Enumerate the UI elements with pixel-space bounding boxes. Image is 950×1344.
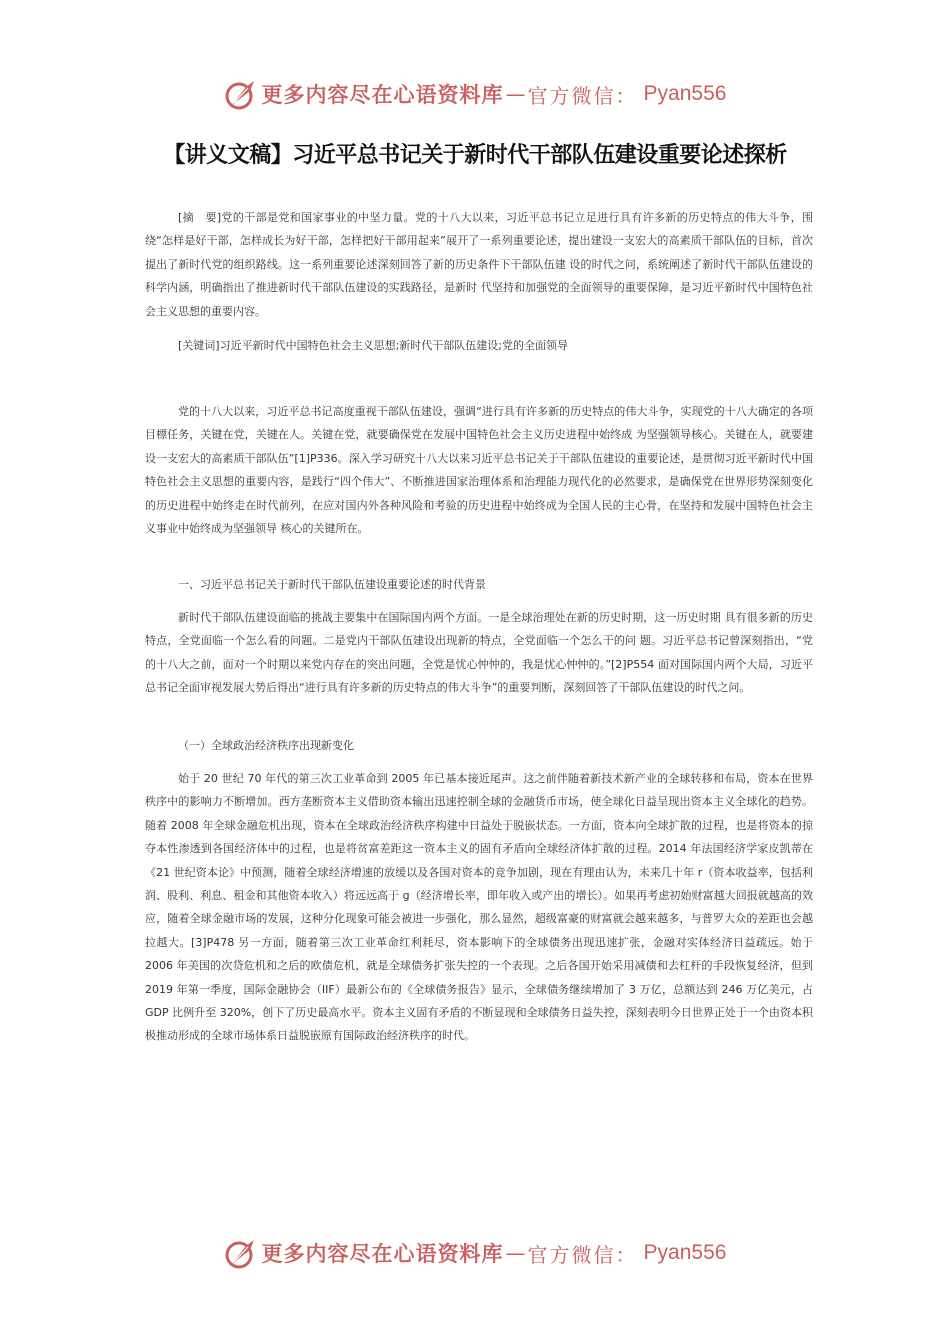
- banner-wechat-id: Pyan556: [643, 82, 727, 105]
- section-heading-2: [145, 734, 813, 757]
- quill-logo-icon: [224, 77, 258, 111]
- banner-dash: —: [505, 82, 526, 106]
- global-order-paragraph: [145, 767, 813, 1048]
- bottom-banner: [0, 1233, 950, 1273]
- top-banner: [0, 74, 950, 114]
- banner-text: 更多内容尽在心语资料库: [261, 1241, 504, 1266]
- section-heading-1: [145, 573, 813, 596]
- keywords-section: [145, 334, 813, 357]
- heading-1: 一、习近平总书记关于新时代干部队伍建设重要论述的时代背景: [178, 578, 486, 591]
- paragraph-2: 新时代干部队伍建设面临的挑战主要集中在国际国内两个方面。一是全球治理处在新的历史时期，这一历史时期 具有很多新的历史特点，全党面临一个怎么看的问题。二是党内干部队伍建设出现新的特点，全党面临一个怎么干的问 题。习近平总书记曾深刻指出，“党的十八大之前，面对一个时期以来党内存在的突出问题，全党是忧心忡忡的，我是忧心忡忡的。”[2]P554 面对国际国内两个大局，习近平总书记全面审视发展大势后得出“进行具有许多新的历史特点的伟大斗争”的重要判断，深刻回答了干部队伍建设的时代之问。: [145, 611, 813, 695]
- banner-text: 更多内容尽在心语资料库: [261, 82, 504, 107]
- banner-wechat-id: Pyan556: [643, 1241, 727, 1264]
- challenge-paragraph: [145, 606, 813, 700]
- abstract-text: [摘 要]党的干部是党和国家事业的中坚力量。党的十八大以来，习近平总书记立足进行具有许多新的历史特点的伟大斗争，围绕“怎样是好干部，怎样成长为好干部，怎样把好干部用起来”展开了一系列重要论述，提出建设一支宏大的高素质干部队伍的目标，首次提出了新时代党的组织路线。这一系列重要论述深刻回答了新的历史条件下干部队伍建 设的时代之问，系统阐述了新时代干部队伍建设的科学内涵，明确指出了推进新时代干部队伍建设的实践路径，是新时 代坚持和加强党的全面领导的重要保障，是习近平新时代中国特色社会主义思想的重要内容。: [145, 211, 813, 318]
- keywords-text: [关键词]习近平新时代中国特色社会主义思想;新时代干部队伍建设;党的全面领导: [178, 339, 568, 352]
- banner-dash: —: [505, 1241, 526, 1265]
- paragraph-1: 党的十八大以来，习近平总书记高度重视干部队伍建设，强调“进行具有许多新的历史特点的伟大斗争，实现党的十八大确定的各项目標任务，关键在党，关键在人。关键在党，就要确保党在发展中国特色社会主义历史进程中始终成 为坚强领导核心。关键在人，就要建设一支宏大的高素质干部队伍”[1]P336。深入学习研究十八大以来习近平总书记关于干部队伍建设的重要论述，是贯彻习近平新时代中国特色社会主义思想的重要内容，是践行“四个伟大”、不断推进国家治理体系和治理能力现代化的必然要求，是确保党在世界形势深刻变化的历史进程中始终走在时代前列，在应对国内外各种风险和考验的历史进程中始终成为全国人民的主心骨，在坚持和发展中国特色社会主义事业中始终成为坚强领导 核心的关键所在。: [145, 405, 813, 536]
- banner-wechat-label: 官方微信：: [527, 1242, 638, 1267]
- document-title: 【讲义文稿】习近平总书记关于新时代干部队伍建设重要论述探析: [163, 143, 787, 168]
- abstract-section: [145, 206, 813, 323]
- banner-wechat-label: 官方微信：: [527, 83, 638, 108]
- quill-logo-icon: [224, 1236, 258, 1270]
- heading-2: （一）全球政治经济秩序出现新变化: [178, 739, 354, 752]
- paragraph-3: 始于 20 世纪 70 年代的第三次工业革命到 2005 年已基本接近尾声。这之前伴随着新技术新产业的全球转移和布局，资本在世界秩序中的影响力不断增加。西方垄断资本主义借助资本输出迅速控制全球的金融货币市场，使全球化日益呈现出资本主义全球化的趋势。随着 2008 年全球金融危机出现，资本在全球政治经济秩序构建中日益处于脱嵌状态。一方面，资本向全球扩散的过程，也是将资本的掠夺本性渗透到各国经济体中的过程，也是将贫富差距这一资本主义的固有矛盾向全球经济体扩散的过程。2014 年法国经济学家皮凯蒂在《21 世纪资本论》中预测，随着全球经济增速的放缓以及各国对资本的竞争加剧，现在有理由认为，未来几十年 r（资本收益率，包括利润、股利、利息、租金和其他资本收入）将远远高于 g（经济增长率，即年收入或产出的增长）。如果再考虑初始财富越大回报就越高的效应，随着全球金融市场的发展，这种分化现象可能会被进一步强化，那么显然，超级富豪的财富就会越来越多，与普罗大众的差距也会越拉越大。[3]P478 另一方面，随着第三次工业革命红利耗尽，资本影响下的全球债务出现迅速扩张，金融对实体经济日益疏远。始于 2006 年美国的次贷危机和之后的欧债危机，就是全球债务扩张失控的一个表现。之后各国开始采用减债和去杠杆的手段恢复经济，但到 2019 年第一季度，国际金融协会（IIF）最新公布的《全球债务报告》显示，全球债务继续增加了 3 万亿，总额达到 246 万亿美元，占 GDP 比例升至 320%，创下了历史最高水平。资本主义固有矛盾的不断显现和全球债务日益失控，深刻表明今日世界正处于一个由资本积极推动形成的全球市场体系日益脱嵌原有国际政治经济秩序的时代。: [145, 772, 813, 1043]
- intro-paragraph: [145, 400, 813, 540]
